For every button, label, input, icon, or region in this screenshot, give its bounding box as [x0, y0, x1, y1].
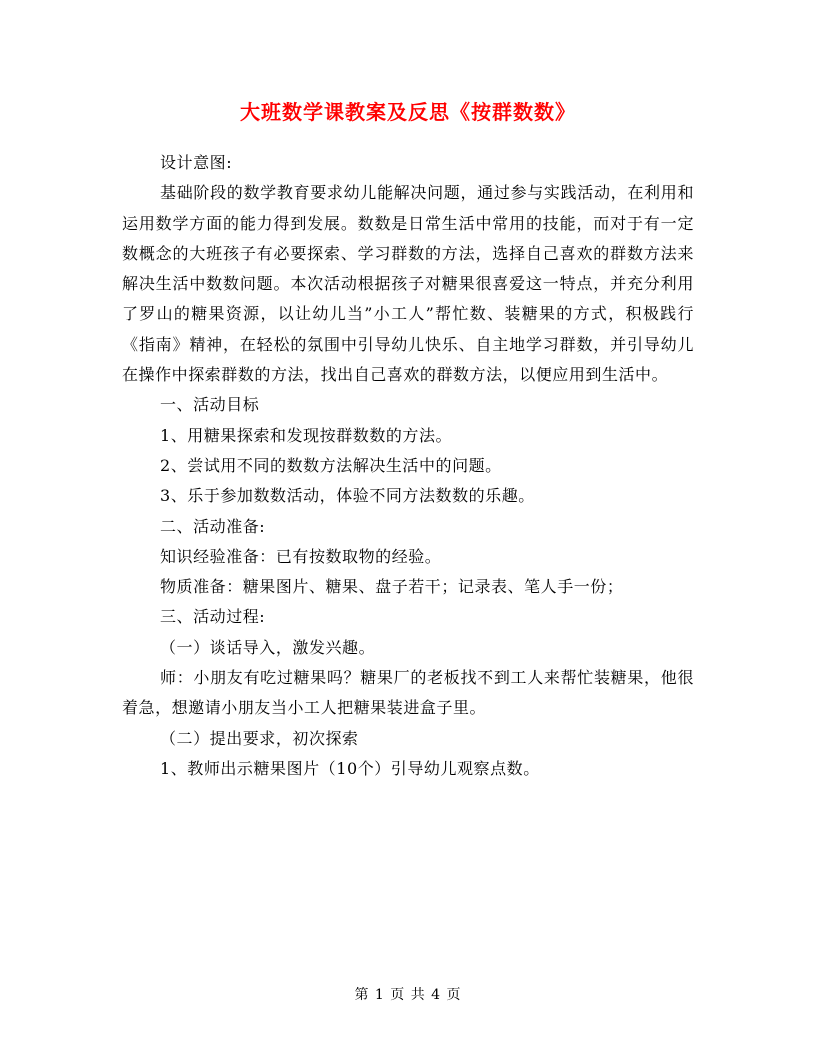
design-intent-paragraph: 基础阶段的数学教育要求幼儿能解决问题，通过参与实践活动，在利用和运用数学方面的能力得到发展。数数是日常生活中常用的技能，而对于有一定数概念的大班孩子有必要探索、学习群数的方法，选择自己喜欢的群数方法来解决生活中数数问题。本次活动根据孩子对糖果很喜爱这一特点，并充分利用了罗山的糖果资源，以让幼儿当”小工人”帮忙数、装糖果的方式，积极践行《指南》精神，在轻松的氛围中引导幼儿快乐、自主地学习群数，并引导幼儿在操作中探索群数的方法，找出自己喜欢的群数方法，以便应用到生活中。 [122, 183, 694, 385]
page-number-footer: 第 1 页 共 4 页 [354, 987, 462, 1003]
process-step-2-item-1: 1、教师出示糖果图片（10个）引导幼儿观察点数。 [160, 758, 540, 778]
document-title: 大班数学课教案及反思《按群数数》 [240, 100, 576, 124]
goal-item-2: 2、尝试用不同的数数方法解决生活中的问题。 [160, 455, 502, 475]
preparation-materials: 物质准备：糖果图片、糖果、盘子若干；记录表、笔人手一份； [160, 577, 624, 597]
section-heading-design-intent: 设计意图: [160, 153, 233, 172]
goal-item-3: 3、乐于参加数数活动，体验不同方法数数的乐趣。 [160, 486, 535, 506]
teacher-dialogue-paragraph: 师：小朋友有吃过糖果吗？糖果厂的老板找不到工人来帮忙装糖果，他很着急，想邀请小朋友当小工人把糖果装进盒子里。 [122, 668, 694, 718]
preparation-knowledge: 知识经验准备：已有按数取物的经验。 [160, 546, 442, 566]
goal-item-1: 1、用糖果探索和发现按群数数的方法。 [160, 425, 453, 445]
process-step-1-heading: （一）谈话导入，激发兴趣。 [160, 637, 376, 657]
section-heading-process: 三、活动过程: [160, 607, 266, 627]
process-step-2-heading: （二）提出要求，初次探索 [160, 728, 359, 748]
document-body [122, 148, 694, 784]
section-heading-preparation: 二、活动准备: [160, 516, 266, 536]
section-heading-goals: 一、活动目标 [160, 395, 260, 415]
